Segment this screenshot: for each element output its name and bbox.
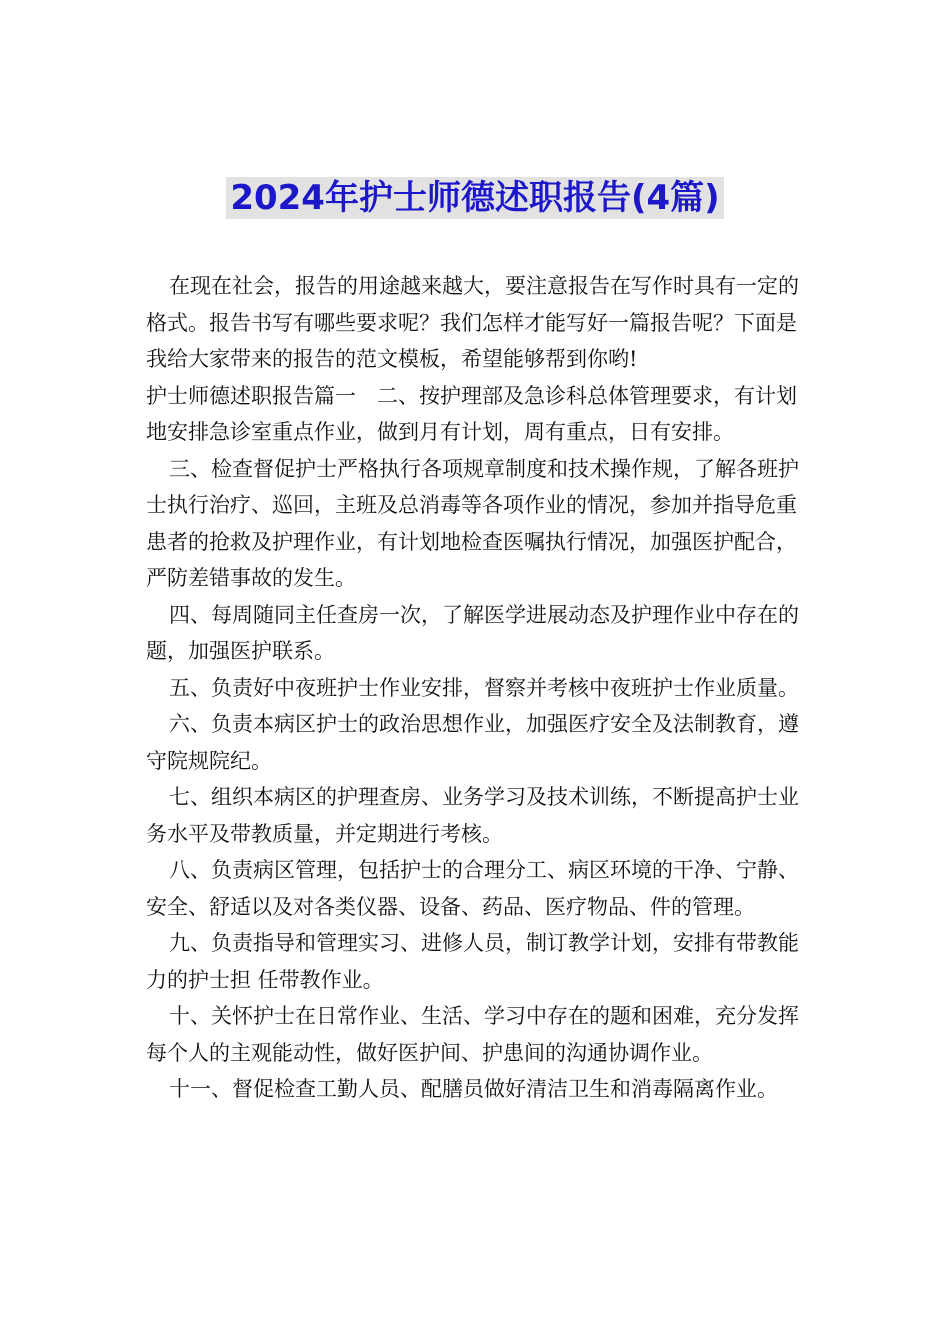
paragraph-item-11: 十一、督促检查工勤人员、配膳员做好清洁卫生和消毒隔离作业。	[169, 1077, 778, 1101]
paragraph-item-10: 十、关怀护士在日常作业、生活、学习中存在的题和困难，充分发挥每个人的主观能动性，做好医护间、护患间的沟通协调作业。	[146, 1004, 799, 1065]
title-container	[0, 177, 950, 219]
paragraph-item-6: 六、负责本病区护士的政治思想作业，加强医疗安全及法制教育，遵守院规院纪。	[146, 712, 799, 773]
paragraph-item-3: 三、检查督促护士严格执行各项规章制度和技术操作规，了解各班护士执行治疗、巡回，主班及总消毒等各项作业的情况，参加并指导危重患者的抢救及护理作业，有计划地检查医嘱执行情况，加强医护配合，严防差错事故的发生。	[146, 456, 799, 590]
paragraph-item-9: 九、负责指导和管理实习、进修人员，制订教学计划，安排有带教能力的护士担 任带教作业。	[146, 931, 799, 992]
document-title: 2024年护士师德述职报告(4篇)	[226, 177, 723, 219]
paragraph-item-7: 七、组织本病区的护理查房、业务学习及技术训练，不断提高护士业务水平及带教质量，并定期进行考核。	[146, 785, 799, 846]
paragraph-item-5: 五、负责好中夜班护士作业安排，督察并考核中夜班护士作业质量。	[169, 675, 799, 700]
document-body	[146, 268, 808, 1108]
paragraph-section-1: 护士师德述职报告篇一 二、按护理部及急诊科总体管理要求，有计划地安排急诊室重点作业，做到月有计划，周有重点，日有安排。	[146, 383, 797, 444]
paragraph-item-4: 四、每周随同主任查房一次，了解医学进展动态及护理作业中存在的题，加强医护联系。	[146, 602, 799, 663]
paragraph-item-8: 八、负责病区管理，包括护士的合理分工、病区环境的干净、宁静、安全、舒适以及对各类仪器、设备、药品、医疗物品、件的管理。	[146, 858, 799, 919]
paragraph-intro: 在现在社会，报告的用途越来越大，要注意报告在写作时具有一定的格式。报告书写有哪些要求呢？我们怎样才能写好一篇报告呢？下面是我给大家带来的报告的范文模板，希望能够帮到你哟!	[146, 274, 799, 371]
